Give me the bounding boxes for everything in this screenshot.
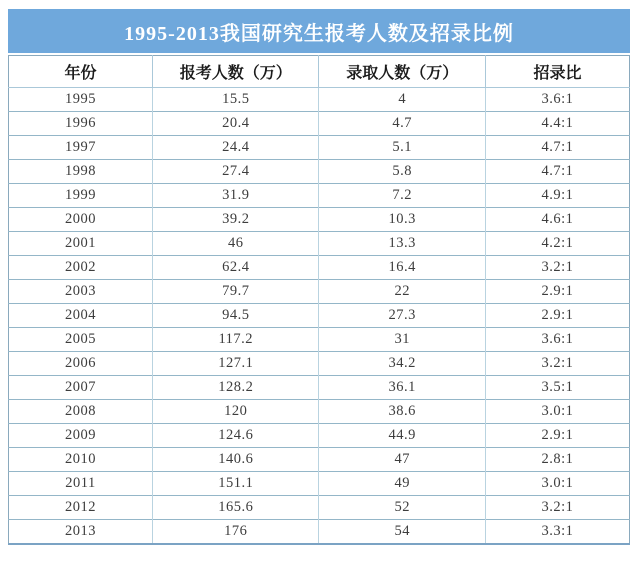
cell-year: 2003 [9,280,153,304]
cell-admitted: 49 [319,472,485,496]
cell-applicants: 62.4 [153,256,319,280]
cell-applicants: 79.7 [153,280,319,304]
table-row [9,208,630,232]
cell-year: 1995 [9,88,153,112]
cell-ratio: 3.3:1 [485,520,629,544]
cell-admitted: 38.6 [319,400,485,424]
cell-admitted: 10.3 [319,208,485,232]
cell-ratio: 4.9:1 [485,184,629,208]
cell-applicants: 15.5 [153,88,319,112]
table-header [9,56,630,88]
cell-year: 2005 [9,328,153,352]
table-row [9,280,630,304]
cell-admitted: 5.8 [319,160,485,184]
admissions-table [8,9,630,545]
cell-admitted: 54 [319,520,485,544]
cell-admitted: 44.9 [319,424,485,448]
cell-admitted: 7.2 [319,184,485,208]
cell-admitted: 4 [319,88,485,112]
cell-ratio: 4.2:1 [485,232,629,256]
cell-admitted: 31 [319,328,485,352]
cell-year: 1996 [9,112,153,136]
cell-applicants: 140.6 [153,448,319,472]
cell-admitted: 47 [319,448,485,472]
table-row [9,160,630,184]
cell-applicants: 46 [153,232,319,256]
cell-year: 2006 [9,352,153,376]
cell-admitted: 34.2 [319,352,485,376]
cell-ratio: 3.6:1 [485,88,629,112]
cell-ratio: 3.2:1 [485,256,629,280]
cell-ratio: 4.7:1 [485,136,629,160]
table-row [9,304,630,328]
table-row [9,112,630,136]
cell-year: 2009 [9,424,153,448]
cell-year: 2012 [9,496,153,520]
cell-year: 2001 [9,232,153,256]
cell-applicants: 176 [153,520,319,544]
table-title: 1995-2013我国研究生报考人数及招录比例 [8,9,630,53]
cell-year: 2011 [9,472,153,496]
table-row [9,232,630,256]
cell-year: 1999 [9,184,153,208]
cell-admitted: 52 [319,496,485,520]
cell-applicants: 124.6 [153,424,319,448]
cell-admitted: 22 [319,280,485,304]
cell-ratio: 3.0:1 [485,472,629,496]
cell-applicants: 127.1 [153,352,319,376]
table-row [9,256,630,280]
cell-ratio: 3.2:1 [485,352,629,376]
cell-year: 2002 [9,256,153,280]
cell-applicants: 94.5 [153,304,319,328]
cell-year: 2013 [9,520,153,544]
cell-applicants: 20.4 [153,112,319,136]
cell-ratio: 3.2:1 [485,496,629,520]
cell-applicants: 31.9 [153,184,319,208]
cell-applicants: 120 [153,400,319,424]
cell-year: 2008 [9,400,153,424]
table-row [9,328,630,352]
table-body [9,88,630,544]
cell-year: 2004 [9,304,153,328]
table-row [9,376,630,400]
column-header-admitted: 录取人数（万） [319,56,485,88]
table-row [9,88,630,112]
column-header-year: 年份 [9,56,153,88]
column-header-ratio: 招录比 [485,56,629,88]
cell-applicants: 39.2 [153,208,319,232]
cell-year: 2007 [9,376,153,400]
cell-ratio: 2.8:1 [485,448,629,472]
cell-ratio: 3.6:1 [485,328,629,352]
cell-applicants: 117.2 [153,328,319,352]
table-row [9,448,630,472]
cell-year: 2000 [9,208,153,232]
cell-admitted: 16.4 [319,256,485,280]
cell-ratio: 4.6:1 [485,208,629,232]
cell-admitted: 13.3 [319,232,485,256]
cell-ratio: 3.5:1 [485,376,629,400]
cell-applicants: 27.4 [153,160,319,184]
cell-ratio: 2.9:1 [485,304,629,328]
data-table [8,55,630,545]
cell-applicants: 128.2 [153,376,319,400]
cell-admitted: 4.7 [319,112,485,136]
cell-ratio: 2.9:1 [485,424,629,448]
table-row [9,472,630,496]
cell-ratio: 4.7:1 [485,160,629,184]
cell-applicants: 24.4 [153,136,319,160]
cell-admitted: 27.3 [319,304,485,328]
table-row [9,400,630,424]
cell-applicants: 151.1 [153,472,319,496]
table-row [9,496,630,520]
cell-year: 2010 [9,448,153,472]
cell-ratio: 3.0:1 [485,400,629,424]
table-row [9,136,630,160]
cell-ratio: 4.4:1 [485,112,629,136]
cell-year: 1997 [9,136,153,160]
column-header-applicants: 报考人数（万） [153,56,319,88]
table-row [9,352,630,376]
table-row [9,184,630,208]
cell-admitted: 36.1 [319,376,485,400]
cell-admitted: 5.1 [319,136,485,160]
header-row [9,56,630,88]
cell-applicants: 165.6 [153,496,319,520]
table-row [9,424,630,448]
cell-ratio: 2.9:1 [485,280,629,304]
table-row [9,520,630,544]
cell-year: 1998 [9,160,153,184]
